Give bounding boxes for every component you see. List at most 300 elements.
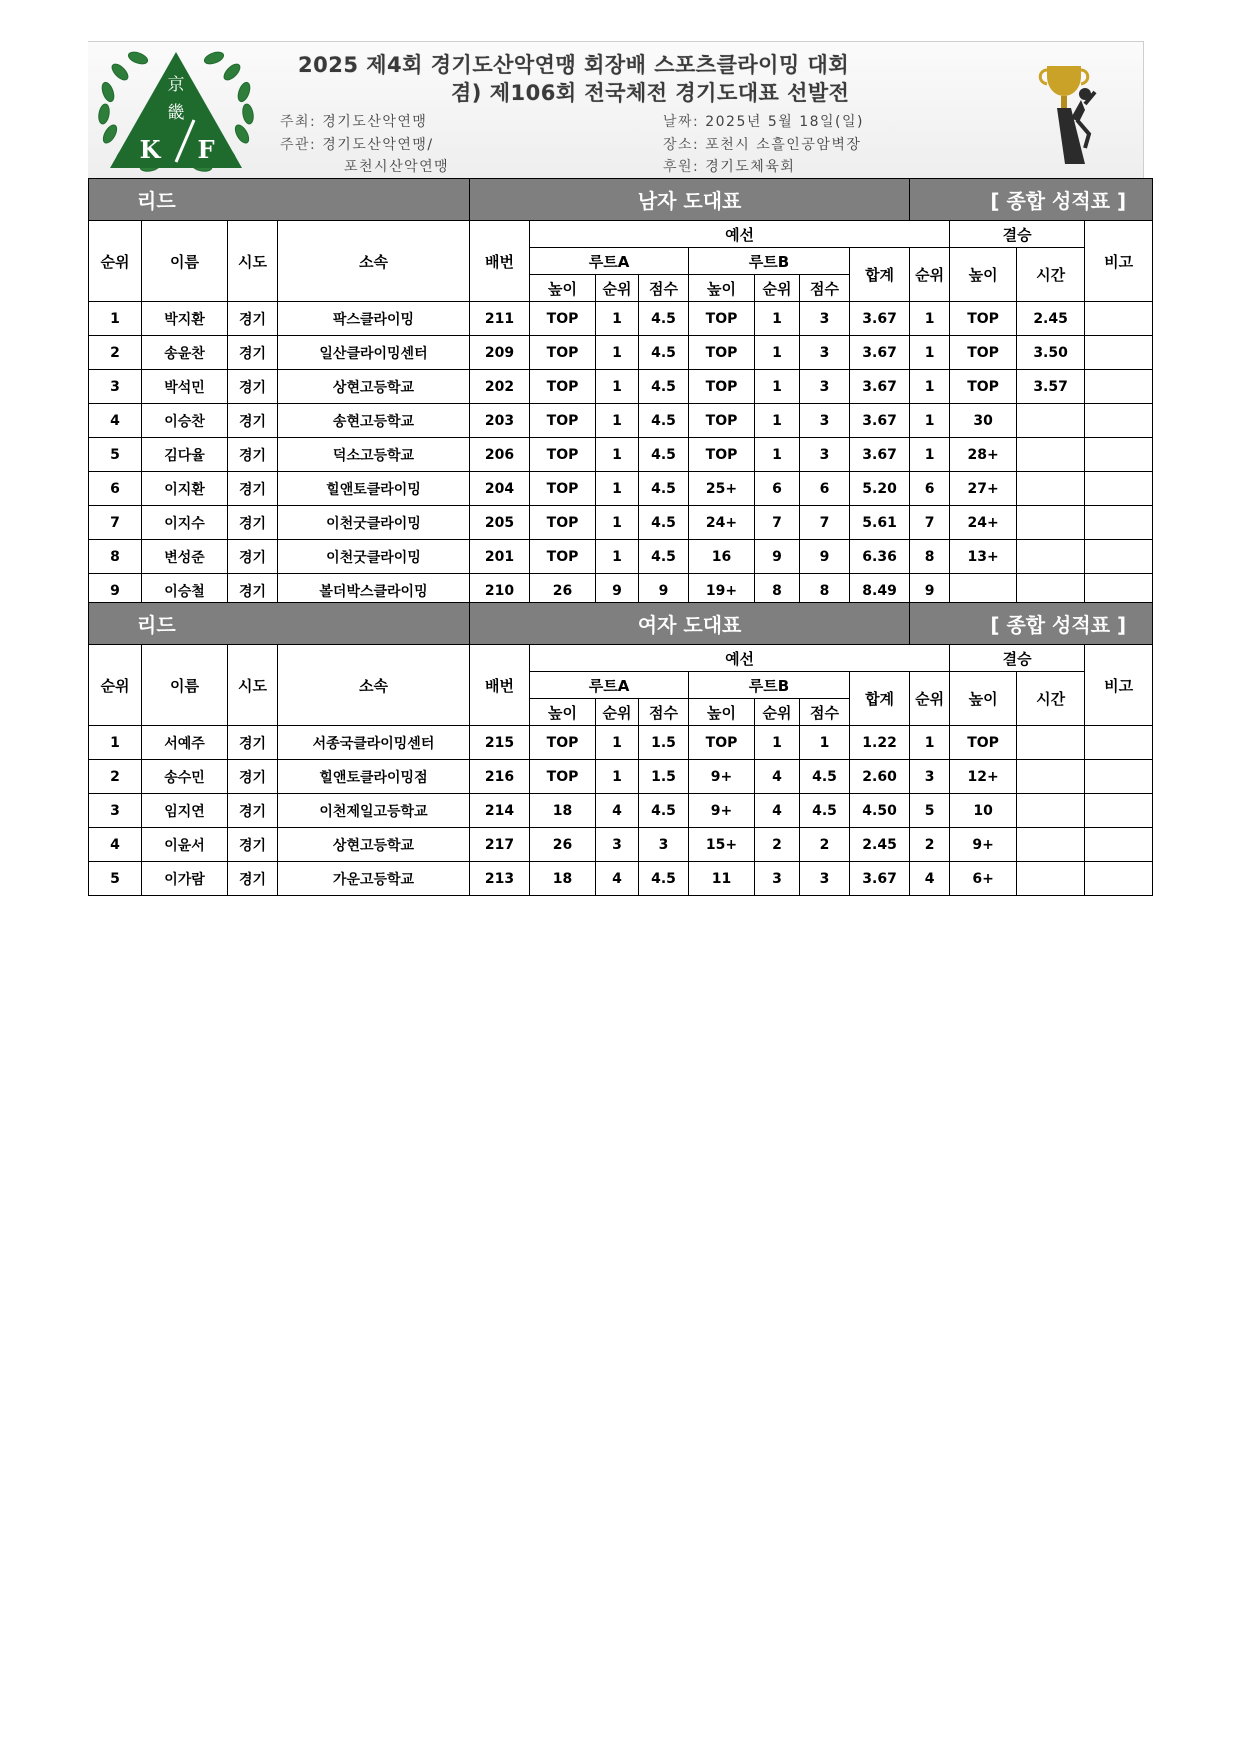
name-cell: 송수민 xyxy=(142,760,228,794)
route-b-rank-cell: 1 xyxy=(755,404,800,438)
col-region: 시도 xyxy=(228,645,278,726)
note-cell xyxy=(1085,472,1153,506)
organizer-info xyxy=(280,134,434,154)
route-a-score-cell: 4.5 xyxy=(639,540,689,574)
affiliation-cell: 힐앤토클라이밍 xyxy=(278,472,470,506)
region-cell: 경기 xyxy=(228,794,278,828)
route-a-rank-cell: 1 xyxy=(596,540,639,574)
col-final: 결승 xyxy=(950,221,1085,248)
route-a-score-cell: 4.5 xyxy=(639,438,689,472)
route-b-height-cell: TOP xyxy=(689,336,755,370)
venue-value: 포천시 소흘인공암벽장 xyxy=(705,137,862,153)
final-height-cell: 27+ xyxy=(950,472,1017,506)
col-name: 이름 xyxy=(142,645,228,726)
final-height-cell: 10 xyxy=(950,794,1017,828)
table-row xyxy=(89,472,1153,506)
name-cell: 이승찬 xyxy=(142,404,228,438)
route-a-height-cell: TOP xyxy=(530,370,596,404)
rank-cell: 1 xyxy=(89,726,142,760)
col-a-score: 점수 xyxy=(639,275,689,302)
col-total: 합계 xyxy=(850,248,910,302)
total-cell: 6.36 xyxy=(850,540,910,574)
qual-rank-cell: 1 xyxy=(910,404,950,438)
table-row xyxy=(89,302,1153,336)
sponsor-label: 후원: xyxy=(663,159,700,175)
col-qualification: 예선 xyxy=(530,645,950,672)
section-discipline: 리드 xyxy=(89,179,470,221)
route-b-height-cell: 16 xyxy=(689,540,755,574)
total-cell: 1.22 xyxy=(850,726,910,760)
host-value: 경기도산악연맹 xyxy=(322,114,428,130)
table-row xyxy=(89,370,1153,404)
note-cell xyxy=(1085,794,1153,828)
col-b-rank: 순위 xyxy=(755,275,800,302)
table-row xyxy=(89,506,1153,540)
total-cell: 8.49 xyxy=(850,574,910,608)
region-cell: 경기 xyxy=(228,540,278,574)
note-cell xyxy=(1085,302,1153,336)
table-row xyxy=(89,828,1153,862)
route-b-height-cell: 11 xyxy=(689,862,755,896)
col-b-height: 높이 xyxy=(689,275,755,302)
route-b-height-cell: 24+ xyxy=(689,506,755,540)
final-time-cell xyxy=(1017,794,1085,828)
bib-cell: 210 xyxy=(470,574,530,608)
route-b-height-cell: TOP xyxy=(689,370,755,404)
route-b-score-cell: 2 xyxy=(800,828,850,862)
rank-cell: 1 xyxy=(89,302,142,336)
total-cell: 3.67 xyxy=(850,370,910,404)
route-b-score-cell: 6 xyxy=(800,472,850,506)
col-time: 시간 xyxy=(1017,672,1085,726)
route-a-height-cell: TOP xyxy=(530,726,596,760)
col-route-a: 루트A xyxy=(530,672,689,699)
name-cell: 이지환 xyxy=(142,472,228,506)
final-time-cell xyxy=(1017,404,1085,438)
logo-left-letter: K xyxy=(139,135,161,164)
name-cell: 변성준 xyxy=(142,540,228,574)
route-a-rank-cell: 1 xyxy=(596,438,639,472)
final-time-cell xyxy=(1017,540,1085,574)
col-route-a: 루트A xyxy=(530,248,689,275)
route-a-height-cell: TOP xyxy=(530,540,596,574)
col-final-height: 높이 xyxy=(950,248,1017,302)
route-b-rank-cell: 3 xyxy=(755,862,800,896)
route-b-rank-cell: 4 xyxy=(755,794,800,828)
affiliation-cell: 이천굿클라이밍 xyxy=(278,540,470,574)
note-cell xyxy=(1085,404,1153,438)
bib-cell: 215 xyxy=(470,726,530,760)
region-cell: 경기 xyxy=(228,574,278,608)
route-b-score-cell: 3 xyxy=(800,862,850,896)
final-height-cell: 24+ xyxy=(950,506,1017,540)
route-a-score-cell: 4.5 xyxy=(639,336,689,370)
route-a-rank-cell: 1 xyxy=(596,472,639,506)
route-b-score-cell: 8 xyxy=(800,574,850,608)
col-a-height: 높이 xyxy=(530,699,596,726)
route-a-height-cell: TOP xyxy=(530,336,596,370)
route-b-height-cell: TOP xyxy=(689,438,755,472)
bib-cell: 216 xyxy=(470,760,530,794)
col-affiliation: 소속 xyxy=(278,645,470,726)
rank-cell: 3 xyxy=(89,794,142,828)
col-a-rank: 순위 xyxy=(596,275,639,302)
affiliation-cell: 송현고등학교 xyxy=(278,404,470,438)
route-a-score-cell: 4.5 xyxy=(639,506,689,540)
col-route-b: 루트B xyxy=(689,672,850,699)
table-row xyxy=(89,760,1153,794)
col-b-height: 높이 xyxy=(689,699,755,726)
organizer-label: 주관: xyxy=(280,137,317,153)
final-height-cell: 13+ xyxy=(950,540,1017,574)
host-label: 주최: xyxy=(280,114,317,130)
table-row xyxy=(89,438,1153,472)
route-b-height-cell: TOP xyxy=(689,726,755,760)
qual-rank-cell: 1 xyxy=(910,726,950,760)
col-name: 이름 xyxy=(142,221,228,302)
route-a-rank-cell: 4 xyxy=(596,794,639,828)
total-cell: 3.67 xyxy=(850,404,910,438)
route-b-score-cell: 3 xyxy=(800,302,850,336)
route-b-height-cell: TOP xyxy=(689,302,755,336)
bib-cell: 206 xyxy=(470,438,530,472)
qual-rank-cell: 3 xyxy=(910,760,950,794)
route-a-rank-cell: 9 xyxy=(596,574,639,608)
region-cell: 경기 xyxy=(228,726,278,760)
route-b-score-cell: 1 xyxy=(800,726,850,760)
bib-cell: 205 xyxy=(470,506,530,540)
rank-cell: 4 xyxy=(89,404,142,438)
region-cell: 경기 xyxy=(228,336,278,370)
results-table-women xyxy=(88,602,1153,896)
final-time-cell: 3.57 xyxy=(1017,370,1085,404)
route-a-height-cell: TOP xyxy=(530,302,596,336)
route-b-rank-cell: 9 xyxy=(755,540,800,574)
total-cell: 3.67 xyxy=(850,336,910,370)
results-table-men xyxy=(88,178,1153,608)
route-a-height-cell: 18 xyxy=(530,794,596,828)
route-a-rank-cell: 3 xyxy=(596,828,639,862)
qual-rank-cell: 2 xyxy=(910,828,950,862)
route-b-height-cell: 9+ xyxy=(689,760,755,794)
col-a-rank: 순위 xyxy=(596,699,639,726)
route-b-rank-cell: 1 xyxy=(755,302,800,336)
route-a-rank-cell: 4 xyxy=(596,862,639,896)
qual-rank-cell: 1 xyxy=(910,370,950,404)
route-b-height-cell: 19+ xyxy=(689,574,755,608)
final-time-cell xyxy=(1017,862,1085,896)
section-category: 남자 도대표 xyxy=(470,179,910,221)
table-row xyxy=(89,794,1153,828)
table-row xyxy=(89,540,1153,574)
route-a-score-cell: 1.5 xyxy=(639,726,689,760)
col-time: 시간 xyxy=(1017,248,1085,302)
table-row xyxy=(89,404,1153,438)
rank-cell: 2 xyxy=(89,336,142,370)
route-b-rank-cell: 1 xyxy=(755,726,800,760)
rank-cell: 9 xyxy=(89,574,142,608)
name-cell: 박지환 xyxy=(142,302,228,336)
route-a-score-cell: 4.5 xyxy=(639,862,689,896)
final-height-cell: 28+ xyxy=(950,438,1017,472)
region-cell: 경기 xyxy=(228,506,278,540)
route-b-height-cell: 9+ xyxy=(689,794,755,828)
region-cell: 경기 xyxy=(228,438,278,472)
final-time-cell xyxy=(1017,472,1085,506)
final-time-cell xyxy=(1017,726,1085,760)
route-a-score-cell: 3 xyxy=(639,828,689,862)
route-a-height-cell: TOP xyxy=(530,506,596,540)
route-b-score-cell: 3 xyxy=(800,370,850,404)
final-height-cell: TOP xyxy=(950,302,1017,336)
section-header-women xyxy=(89,603,1153,645)
route-a-height-cell: TOP xyxy=(530,472,596,506)
sponsor-info xyxy=(663,156,795,176)
affiliation-cell: 가운고등학교 xyxy=(278,862,470,896)
qual-rank-cell: 8 xyxy=(910,540,950,574)
bib-cell: 204 xyxy=(470,472,530,506)
qual-rank-cell: 1 xyxy=(910,336,950,370)
route-a-score-cell: 4.5 xyxy=(639,472,689,506)
col-bib: 배번 xyxy=(470,221,530,302)
final-time-cell xyxy=(1017,506,1085,540)
affiliation-cell: 상현고등학교 xyxy=(278,828,470,862)
route-a-score-cell: 4.5 xyxy=(639,794,689,828)
col-region: 시도 xyxy=(228,221,278,302)
date-label: 날짜: xyxy=(663,114,700,130)
route-a-score-cell: 9 xyxy=(639,574,689,608)
region-cell: 경기 xyxy=(228,862,278,896)
note-cell xyxy=(1085,438,1153,472)
rank-cell: 5 xyxy=(89,438,142,472)
venue-label: 장소: xyxy=(663,137,700,153)
route-a-rank-cell: 1 xyxy=(596,336,639,370)
logo-middle-char: 畿 xyxy=(167,103,185,123)
route-a-score-cell: 4.5 xyxy=(639,370,689,404)
total-cell: 5.61 xyxy=(850,506,910,540)
affiliation-cell: 볼더박스클라이밍 xyxy=(278,574,470,608)
note-cell xyxy=(1085,540,1153,574)
col-route-b: 루트B xyxy=(689,248,850,275)
region-cell: 경기 xyxy=(228,302,278,336)
affiliation-cell: 상현고등학교 xyxy=(278,370,470,404)
route-a-rank-cell: 1 xyxy=(596,760,639,794)
route-a-rank-cell: 1 xyxy=(596,302,639,336)
route-a-height-cell: 26 xyxy=(530,828,596,862)
note-cell xyxy=(1085,336,1153,370)
route-b-rank-cell: 4 xyxy=(755,760,800,794)
route-b-height-cell: 25+ xyxy=(689,472,755,506)
rank-cell: 2 xyxy=(89,760,142,794)
affiliation-cell: 덕소고등학교 xyxy=(278,438,470,472)
bib-cell: 209 xyxy=(470,336,530,370)
final-height-cell: 6+ xyxy=(950,862,1017,896)
name-cell: 이지수 xyxy=(142,506,228,540)
col-bib: 배번 xyxy=(470,645,530,726)
name-cell: 김다율 xyxy=(142,438,228,472)
route-a-rank-cell: 1 xyxy=(596,506,639,540)
qual-rank-cell: 7 xyxy=(910,506,950,540)
route-b-rank-cell: 1 xyxy=(755,438,800,472)
col-rank: 순위 xyxy=(89,221,142,302)
section-header-men xyxy=(89,179,1153,221)
affiliation-cell: 힐앤토클라이밍점 xyxy=(278,760,470,794)
route-b-height-cell: TOP xyxy=(689,404,755,438)
rank-cell: 3 xyxy=(89,370,142,404)
note-cell xyxy=(1085,862,1153,896)
date-info xyxy=(663,111,864,131)
organizer-value-line1: 경기도산악연맹/ xyxy=(322,137,434,153)
col-note: 비고 xyxy=(1085,221,1153,302)
bib-cell: 202 xyxy=(470,370,530,404)
qual-rank-cell: 5 xyxy=(910,794,950,828)
column-header-row1 xyxy=(89,645,1153,672)
route-a-height-cell: 26 xyxy=(530,574,596,608)
table-row xyxy=(89,862,1153,896)
affiliation-cell: 이천제일고등학교 xyxy=(278,794,470,828)
route-b-score-cell: 3 xyxy=(800,336,850,370)
col-b-score: 점수 xyxy=(800,699,850,726)
col-a-height: 높이 xyxy=(530,275,596,302)
venue-info xyxy=(663,134,861,154)
date-value: 2025년 5월 18일(일) xyxy=(705,114,864,130)
col-note: 비고 xyxy=(1085,645,1153,726)
col-qualification: 예선 xyxy=(530,221,950,248)
host-info xyxy=(280,111,427,131)
route-a-height-cell: 18 xyxy=(530,862,596,896)
region-cell: 경기 xyxy=(228,404,278,438)
note-cell xyxy=(1085,370,1153,404)
rank-cell: 6 xyxy=(89,472,142,506)
section-tag: [ 종합 성적표 ] xyxy=(910,603,1153,645)
bib-cell: 211 xyxy=(470,302,530,336)
section-tag: [ 종합 성적표 ] xyxy=(910,179,1153,221)
note-cell xyxy=(1085,760,1153,794)
route-b-score-cell: 4.5 xyxy=(800,760,850,794)
table-row xyxy=(89,336,1153,370)
route-b-rank-cell: 6 xyxy=(755,472,800,506)
col-qual-rank: 순위 xyxy=(910,248,950,302)
final-time-cell xyxy=(1017,760,1085,794)
route-b-score-cell: 3 xyxy=(800,404,850,438)
final-time-cell xyxy=(1017,438,1085,472)
bib-cell: 217 xyxy=(470,828,530,862)
federation-logo xyxy=(90,44,262,176)
final-time-cell: 3.50 xyxy=(1017,336,1085,370)
route-a-rank-cell: 1 xyxy=(596,404,639,438)
final-time-cell: 2.45 xyxy=(1017,302,1085,336)
affiliation-cell: 일산클라이밍센터 xyxy=(278,336,470,370)
route-b-rank-cell: 1 xyxy=(755,336,800,370)
final-height-cell: 30 xyxy=(950,404,1017,438)
final-height-cell: 12+ xyxy=(950,760,1017,794)
logo-top-char: 京 xyxy=(167,75,185,95)
qual-rank-cell: 1 xyxy=(910,302,950,336)
sponsor-value: 경기도체육회 xyxy=(705,159,796,175)
route-b-rank-cell: 2 xyxy=(755,828,800,862)
route-b-rank-cell: 1 xyxy=(755,370,800,404)
route-b-height-cell: 15+ xyxy=(689,828,755,862)
name-cell: 임지연 xyxy=(142,794,228,828)
name-cell: 박석민 xyxy=(142,370,228,404)
final-height-cell: TOP xyxy=(950,336,1017,370)
name-cell: 이승철 xyxy=(142,574,228,608)
name-cell: 서예주 xyxy=(142,726,228,760)
note-cell xyxy=(1085,726,1153,760)
region-cell: 경기 xyxy=(228,370,278,404)
route-b-rank-cell: 7 xyxy=(755,506,800,540)
rank-cell: 5 xyxy=(89,862,142,896)
affiliation-cell: 이천굿클라이밍 xyxy=(278,506,470,540)
qual-rank-cell: 9 xyxy=(910,574,950,608)
bib-cell: 214 xyxy=(470,794,530,828)
results-rows-men xyxy=(89,302,1153,608)
trophy-climber-icon xyxy=(1035,60,1105,164)
col-a-score: 점수 xyxy=(639,699,689,726)
total-cell: 5.20 xyxy=(850,472,910,506)
total-cell: 3.67 xyxy=(850,438,910,472)
rank-cell: 8 xyxy=(89,540,142,574)
bib-cell: 201 xyxy=(470,540,530,574)
col-total: 합계 xyxy=(850,672,910,726)
route-b-rank-cell: 8 xyxy=(755,574,800,608)
region-cell: 경기 xyxy=(228,760,278,794)
region-cell: 경기 xyxy=(228,828,278,862)
final-height-cell: TOP xyxy=(950,370,1017,404)
qual-rank-cell: 4 xyxy=(910,862,950,896)
header-banner xyxy=(88,41,1144,178)
logo-right-letter: F xyxy=(197,135,215,164)
event-title-line1: 2025 제4회 경기도산악연맹 회장배 스포츠클라이밍 대회 xyxy=(298,53,850,77)
route-a-rank-cell: 1 xyxy=(596,726,639,760)
results-rows-women xyxy=(89,726,1153,896)
affiliation-cell: 서종국클라이밍센터 xyxy=(278,726,470,760)
section-discipline: 리드 xyxy=(89,603,470,645)
table-row xyxy=(89,726,1153,760)
route-a-score-cell: 4.5 xyxy=(639,302,689,336)
section-category: 여자 도대표 xyxy=(470,603,910,645)
col-rank: 순위 xyxy=(89,645,142,726)
rank-cell: 7 xyxy=(89,506,142,540)
region-cell: 경기 xyxy=(228,472,278,506)
route-b-score-cell: 3 xyxy=(800,438,850,472)
total-cell: 3.67 xyxy=(850,302,910,336)
name-cell: 이윤서 xyxy=(142,828,228,862)
route-b-score-cell: 4.5 xyxy=(800,794,850,828)
name-cell: 이가람 xyxy=(142,862,228,896)
note-cell xyxy=(1085,506,1153,540)
final-height-cell: 9+ xyxy=(950,828,1017,862)
total-cell: 3.67 xyxy=(850,862,910,896)
route-b-score-cell: 9 xyxy=(800,540,850,574)
route-a-height-cell: TOP xyxy=(530,438,596,472)
qual-rank-cell: 6 xyxy=(910,472,950,506)
col-b-rank: 순위 xyxy=(755,699,800,726)
final-time-cell xyxy=(1017,828,1085,862)
bib-cell: 213 xyxy=(470,862,530,896)
name-cell: 송윤찬 xyxy=(142,336,228,370)
total-cell: 2.45 xyxy=(850,828,910,862)
qual-rank-cell: 1 xyxy=(910,438,950,472)
route-a-score-cell: 1.5 xyxy=(639,760,689,794)
note-cell xyxy=(1085,828,1153,862)
route-a-score-cell: 4.5 xyxy=(639,404,689,438)
route-b-score-cell: 7 xyxy=(800,506,850,540)
rank-cell: 4 xyxy=(89,828,142,862)
column-header-row1 xyxy=(89,221,1153,248)
final-height-cell: TOP xyxy=(950,726,1017,760)
route-a-height-cell: TOP xyxy=(530,760,596,794)
